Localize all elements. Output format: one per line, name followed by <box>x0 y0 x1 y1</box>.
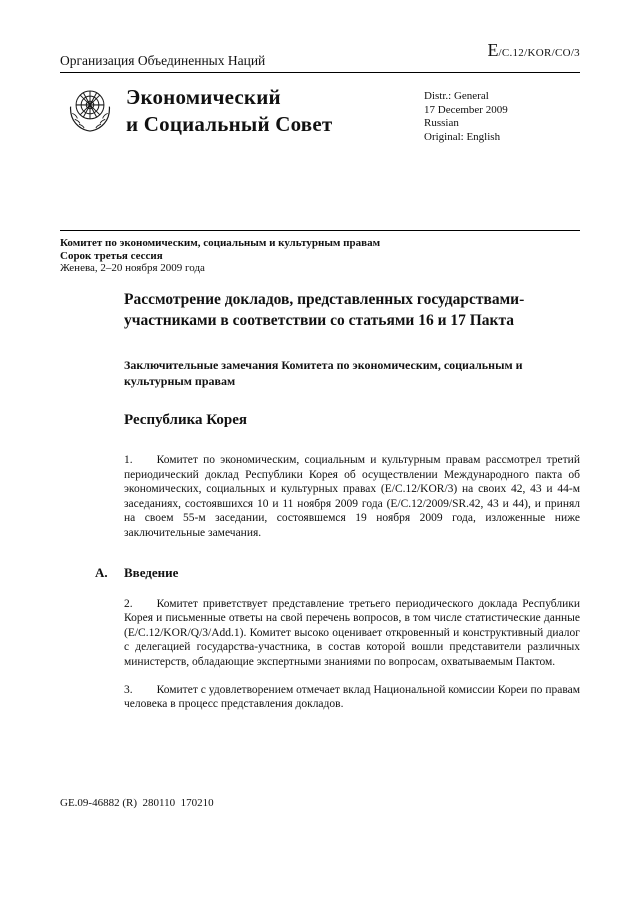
section-rule <box>60 230 580 231</box>
council-title-line1: Экономический <box>126 85 281 109</box>
distr-language: Russian <box>424 117 459 129</box>
paragraph-text: Комитет приветствует представление третьего периодического доклада Республики Корея и письменные ответы на свой перечень вопросов, в том числе статистические данные (E/C.12/KOR/Q/3/Add.1). Комитет высоко оценивает откровенный и конструктивный диалог с делегацией государства-участника, в состав которой вошли представители различных министерств, обладающие экспертными знаниями по вопросам, охватываемым Пактом. <box>124 597 580 668</box>
paragraph-text: Комитет по экономическим, социальным и культурным правам рассмотрел третий периодический доклад Республики Корея об осуществлении Международного пакта об экономических, социальных и культурных правах (E/C.12/KOR/3) на своих 42, 43 и 44-м заседаниях, состоявшихся 10 и 11 ноября 2009 года (E/C.12/2009/SR.42, 43 и 44), и принял на своем 55-м заседании, состоявшемся 19 ноября 2009 года, изложенные ниже заключительные замечания. <box>124 454 580 539</box>
country-heading: Республика Корея <box>124 412 248 428</box>
un-emblem-icon <box>63 83 117 137</box>
section-title: Введение <box>124 564 179 580</box>
symbol-series-letter: E <box>487 40 499 60</box>
paragraph-text: Комитет с удовлетворением отмечает вклад Национальной комиссии Кореи по правам человека в процесс представления докладов. <box>124 683 580 711</box>
distr-line: Distr.: General <box>424 90 489 102</box>
paragraph-number: 3. <box>124 683 133 696</box>
section-a-heading <box>95 565 580 581</box>
document-body <box>95 289 580 725</box>
section-letter: A. <box>95 564 108 580</box>
document-footer-code: GE.09-46882 (R) 280110 170210 <box>60 797 214 809</box>
session-name: Сорок третья сессия <box>60 249 163 262</box>
document-title: Рассмотрение докладов, представленных государствами-участниками в соответствии со статьями 16 и 17 Пакта <box>124 291 525 329</box>
org-name: Организация Объединенных Наций <box>60 53 266 68</box>
document-symbol <box>487 40 580 61</box>
paragraph-3 <box>124 683 580 712</box>
document-subtitle: Заключительные замечания Комитета по экономическим, социальным и культурным правам <box>124 358 523 388</box>
symbol-reference: /C.12/KOR/CO/3 <box>498 47 580 59</box>
council-title <box>126 84 332 138</box>
committee-name: Комитет по экономическим, социальным и культурным правам <box>60 237 381 249</box>
distribution-block <box>424 90 508 144</box>
paragraph-2 <box>124 597 580 670</box>
header-rule <box>60 72 580 73</box>
paragraph-number: 2. <box>124 597 133 610</box>
council-title-line2: и Социальный Совет <box>126 112 333 136</box>
session-venue-dates: Женева, 2–20 ноября 2009 года <box>60 262 205 274</box>
paragraph-1 <box>124 453 580 541</box>
distr-original: Original: English <box>424 130 501 143</box>
distr-date: 17 December 2009 <box>424 103 508 116</box>
committee-block <box>60 237 380 275</box>
paragraph-number: 1. <box>124 454 133 466</box>
